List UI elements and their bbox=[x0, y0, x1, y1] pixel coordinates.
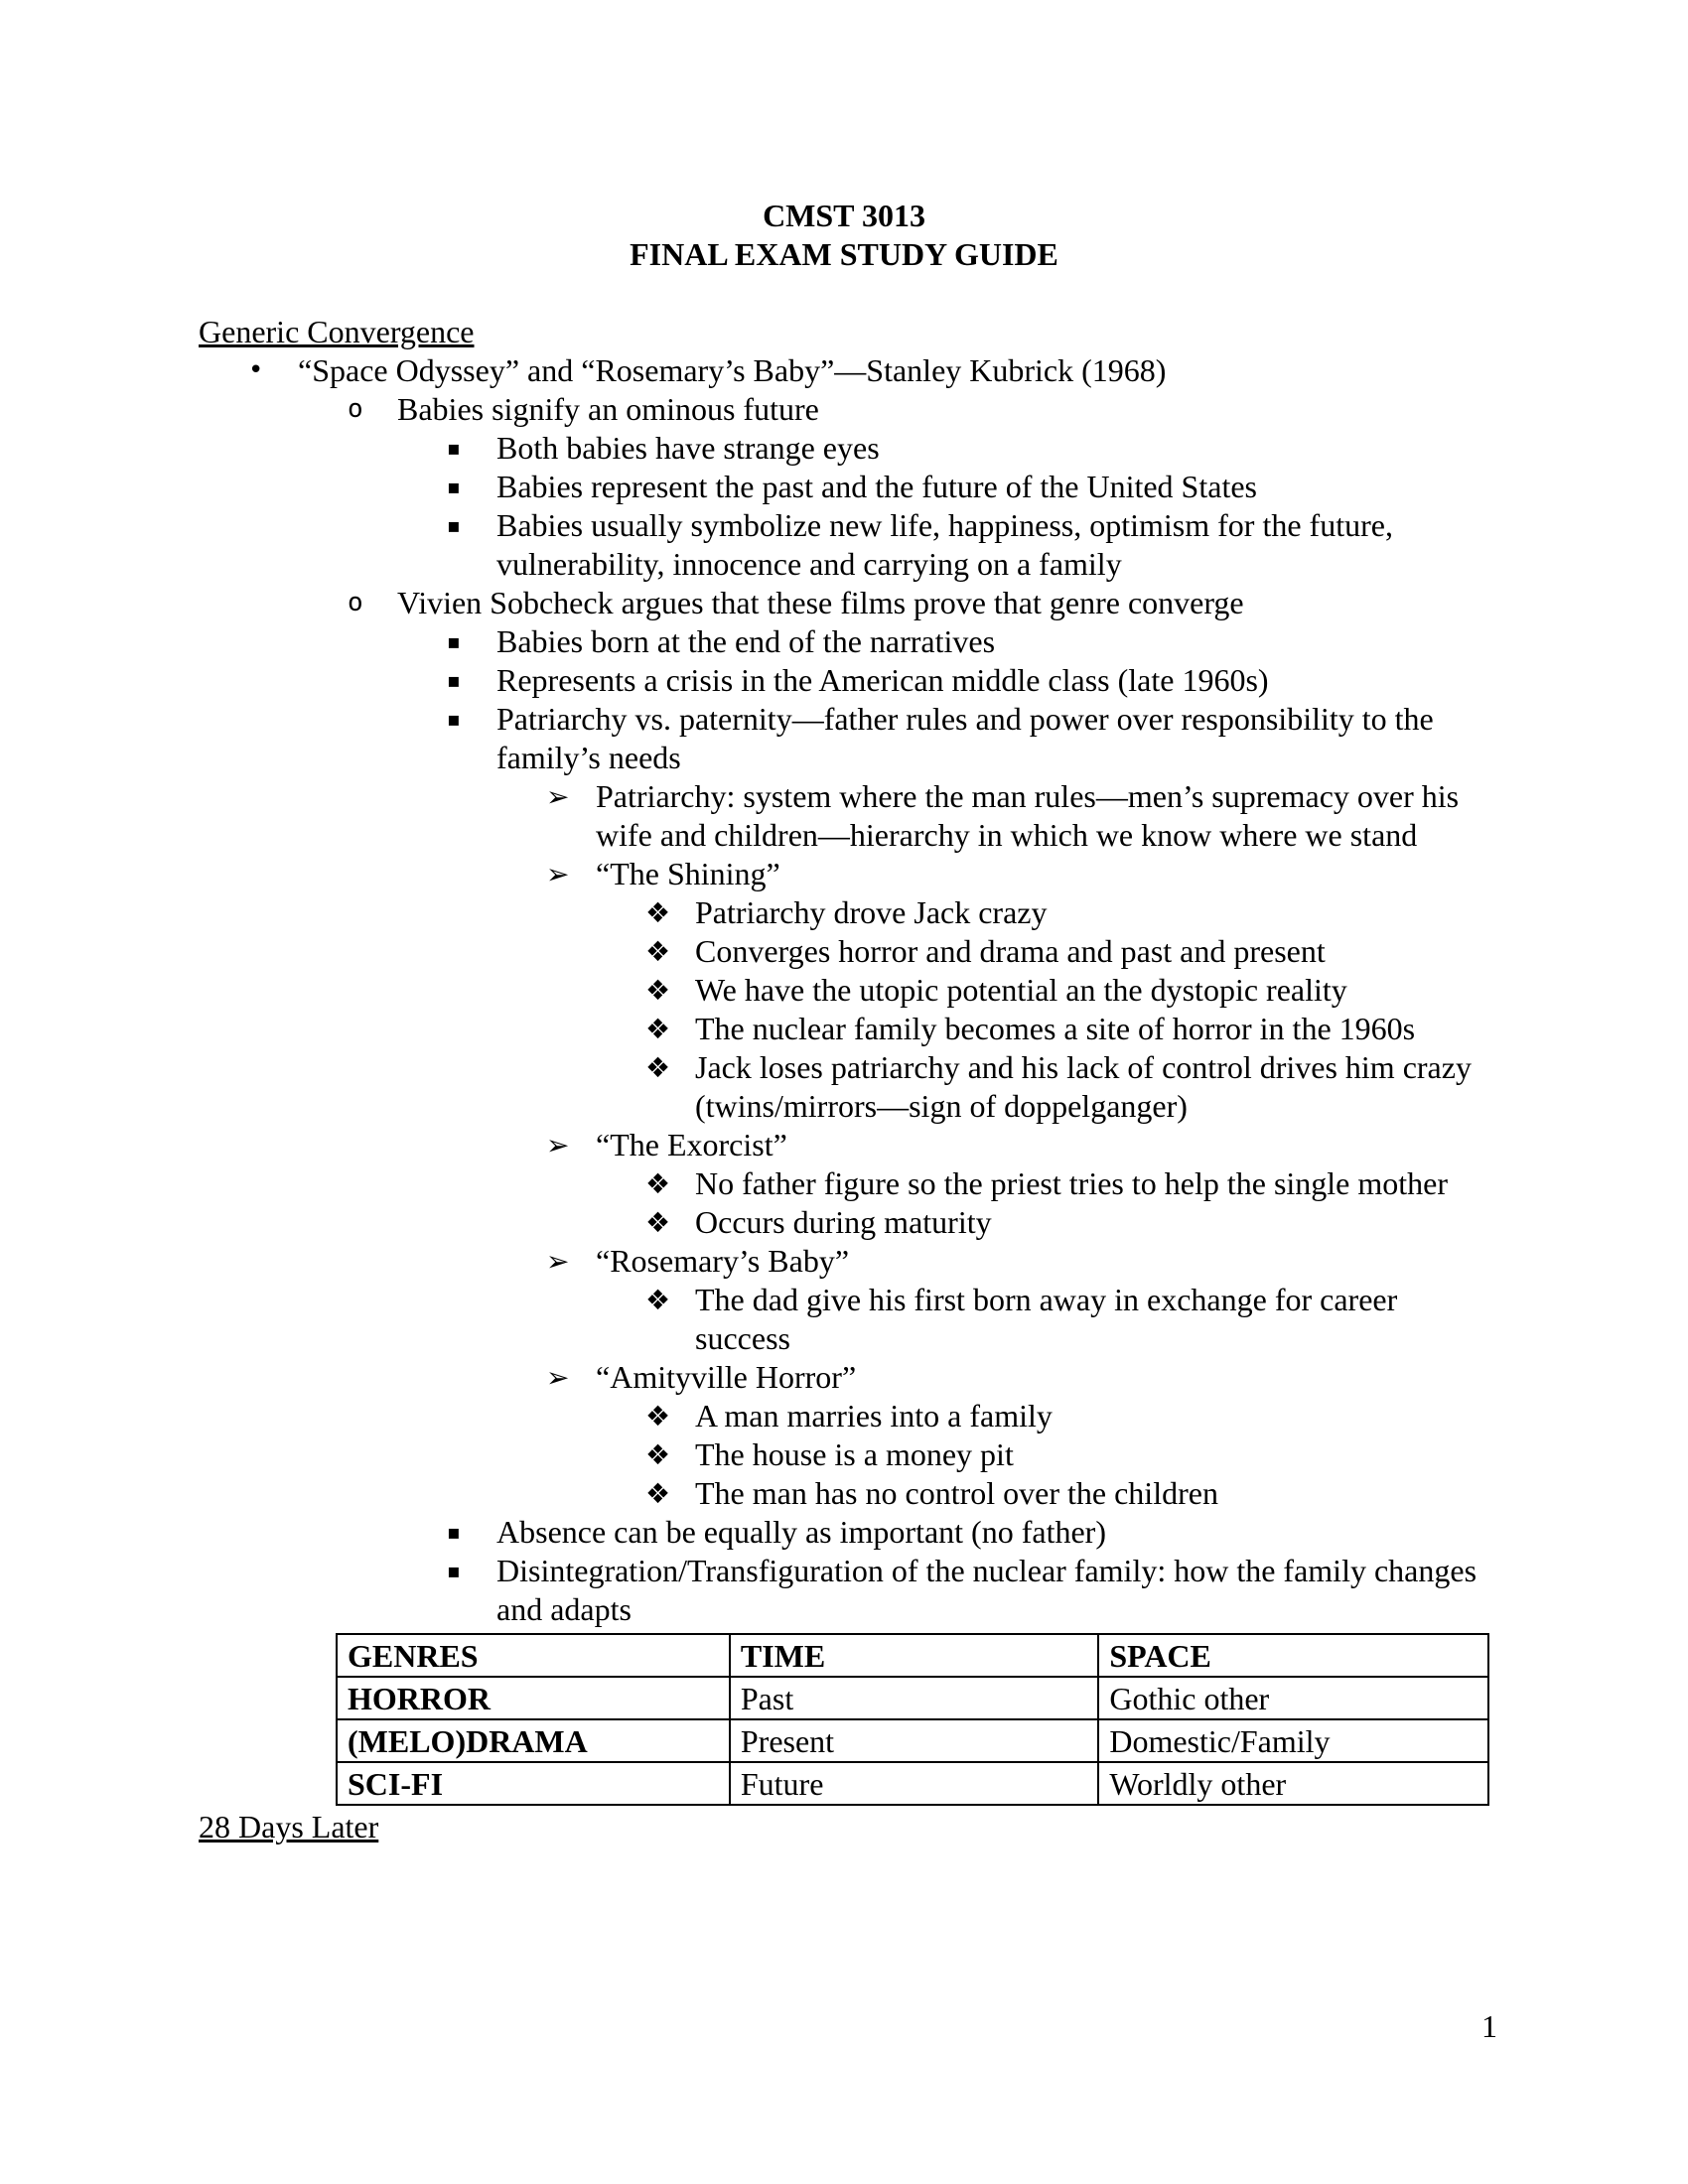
document-title-block bbox=[199, 197, 1489, 274]
diamond-bullet-icon: ❖ bbox=[645, 1477, 671, 1510]
list-item-text: Absence can be equally as important (no father) bbox=[496, 1514, 1106, 1550]
list-item-text: Jack loses patriarchy and his lack of control drives him crazy (twins/mirrors—sign of doppelganger) bbox=[695, 1049, 1472, 1124]
table-cell-genre: SCI-FI bbox=[337, 1762, 730, 1805]
blank-line bbox=[199, 274, 1489, 313]
list-item-text: Vivien Sobcheck argues that these films prove that genre converge bbox=[397, 585, 1244, 620]
list-item bbox=[199, 855, 1489, 893]
table-cell-time: Past bbox=[730, 1677, 1098, 1719]
list-item-text: Patriarchy vs. paternity—father rules and power over responsibility to the family’s needs bbox=[496, 701, 1434, 775]
list-item-text: Babies usually symbolize new life, happiness, optimism for the future, vulnerability, innocence and carrying on a family bbox=[496, 507, 1393, 582]
list-item-text: We have the utopic potential an the dystopic reality bbox=[695, 972, 1347, 1008]
list-item-text: “The Shining” bbox=[596, 856, 780, 891]
list-item bbox=[199, 1513, 1489, 1552]
document-subtitle: FINAL EXAM STUDY GUIDE bbox=[630, 236, 1058, 272]
arrowhead-bullet-icon: ➢ bbox=[546, 1129, 570, 1161]
diamond-bullet-icon: ❖ bbox=[645, 1400, 671, 1433]
list-item bbox=[199, 1048, 1489, 1126]
table-header-space: SPACE bbox=[1098, 1634, 1488, 1677]
list-item-text: The nuclear family becomes a site of horror in the 1960s bbox=[695, 1011, 1416, 1046]
list-item bbox=[199, 700, 1489, 777]
list-item bbox=[199, 1010, 1489, 1048]
square-bullet-icon: ▪ bbox=[447, 436, 461, 460]
list-item-text: A man marries into a family bbox=[695, 1398, 1053, 1433]
list-item-text: No father figure so the priest tries to help the single mother bbox=[695, 1165, 1449, 1201]
list-item bbox=[199, 777, 1489, 855]
list-item-text: Represents a crisis in the American middle class (late 1960s) bbox=[496, 662, 1269, 698]
list-item-text: Both babies have strange eyes bbox=[496, 430, 880, 466]
diamond-bullet-icon: ❖ bbox=[645, 1051, 671, 1084]
arrowhead-bullet-icon: ➢ bbox=[546, 1361, 570, 1394]
list-item bbox=[199, 390, 1489, 429]
list-item-text: The man has no control over the children bbox=[695, 1475, 1218, 1511]
course-code: CMST 3013 bbox=[763, 198, 925, 233]
list-item bbox=[199, 1552, 1489, 1629]
table-cell-space: Domestic/Family bbox=[1098, 1719, 1488, 1762]
list-item-text: The house is a money pit bbox=[695, 1436, 1014, 1472]
diamond-bullet-icon: ❖ bbox=[645, 974, 671, 1007]
diamond-bullet-icon: ❖ bbox=[645, 935, 671, 968]
diamond-bullet-icon: ❖ bbox=[645, 896, 671, 929]
table-cell-genre: (MELO)DRAMA bbox=[337, 1719, 730, 1762]
list-item bbox=[199, 932, 1489, 971]
list-item bbox=[199, 1242, 1489, 1281]
arrowhead-bullet-icon: ➢ bbox=[546, 780, 570, 813]
list-item-text: Babies born at the end of the narratives bbox=[496, 623, 996, 659]
table-header-time: TIME bbox=[730, 1634, 1098, 1677]
page-number: 1 bbox=[1481, 2008, 1497, 2044]
circle-bullet-icon: o bbox=[348, 588, 363, 617]
list-item bbox=[199, 1358, 1489, 1397]
square-bullet-icon: ▪ bbox=[447, 513, 461, 537]
list-item-text: “The Exorcist” bbox=[596, 1127, 787, 1162]
list-item-text: Occurs during maturity bbox=[695, 1204, 992, 1240]
table-cell-space: Gothic other bbox=[1098, 1677, 1488, 1719]
list-item-text: Converges horror and drama and past and present bbox=[695, 933, 1326, 969]
list-item-text: “Space Odyssey” and “Rosemary’s Baby”—Stanley Kubrick (1968) bbox=[298, 352, 1167, 388]
genres-time-space-table bbox=[336, 1633, 1489, 1806]
diamond-bullet-icon: ❖ bbox=[645, 1206, 671, 1239]
square-bullet-icon: ▪ bbox=[447, 629, 461, 653]
list-item bbox=[199, 622, 1489, 661]
list-item-text: “Rosemary’s Baby” bbox=[596, 1243, 850, 1279]
table-header-genres: GENRES bbox=[337, 1634, 730, 1677]
list-item bbox=[199, 1281, 1489, 1358]
list-item bbox=[199, 584, 1489, 622]
table-row bbox=[337, 1762, 1488, 1805]
list-item-text: The dad give his first born away in exchange for career success bbox=[695, 1282, 1398, 1356]
list-item bbox=[199, 468, 1489, 506]
table-cell-space: Worldly other bbox=[1098, 1762, 1488, 1805]
square-bullet-icon: ▪ bbox=[447, 1520, 461, 1544]
list-item-text: Babies signify an ominous future bbox=[397, 391, 819, 427]
diamond-bullet-icon: ❖ bbox=[645, 1284, 671, 1316]
list-item-text: Patriarchy: system where the man rules—men’s supremacy over his wife and children—hierarchy in which we know where we stand bbox=[596, 778, 1460, 853]
table-header-row bbox=[337, 1634, 1488, 1677]
square-bullet-icon: ▪ bbox=[447, 668, 461, 692]
table-cell-time: Present bbox=[730, 1719, 1098, 1762]
list-item bbox=[199, 506, 1489, 584]
disc-bullet-icon: • bbox=[248, 355, 264, 385]
table-row bbox=[337, 1719, 1488, 1762]
list-item bbox=[199, 1397, 1489, 1435]
list-item bbox=[199, 971, 1489, 1010]
diamond-bullet-icon: ❖ bbox=[645, 1167, 671, 1200]
list-item bbox=[199, 1126, 1489, 1164]
list-item bbox=[199, 1203, 1489, 1242]
arrowhead-bullet-icon: ➢ bbox=[546, 1245, 570, 1278]
list-item bbox=[199, 1164, 1489, 1203]
section-heading-28-days-later: 28 Days Later bbox=[199, 1809, 379, 1844]
arrowhead-bullet-icon: ➢ bbox=[546, 858, 570, 890]
list-item bbox=[199, 1474, 1489, 1513]
diamond-bullet-icon: ❖ bbox=[645, 1438, 671, 1471]
list-item-text: Disintegration/Transfiguration of the nuclear family: how the family changes and adapts bbox=[496, 1553, 1477, 1627]
square-bullet-icon: ▪ bbox=[447, 475, 461, 498]
list-item-text: Babies represent the past and the future of the United States bbox=[496, 469, 1257, 504]
table-row bbox=[337, 1677, 1488, 1719]
list-item-text: “Amityville Horror” bbox=[596, 1359, 857, 1395]
circle-bullet-icon: o bbox=[348, 394, 363, 424]
square-bullet-icon: ▪ bbox=[447, 707, 461, 731]
section-heading-generic-convergence: Generic Convergence bbox=[199, 314, 475, 349]
table-cell-genre: HORROR bbox=[337, 1677, 730, 1719]
square-bullet-icon: ▪ bbox=[447, 1559, 461, 1582]
list-item bbox=[199, 893, 1489, 932]
list-item bbox=[199, 429, 1489, 468]
table-cell-time: Future bbox=[730, 1762, 1098, 1805]
diamond-bullet-icon: ❖ bbox=[645, 1013, 671, 1045]
list-item bbox=[199, 661, 1489, 700]
list-item-text: Patriarchy drove Jack crazy bbox=[695, 894, 1048, 930]
list-item bbox=[199, 351, 1489, 390]
list-item bbox=[199, 1435, 1489, 1474]
